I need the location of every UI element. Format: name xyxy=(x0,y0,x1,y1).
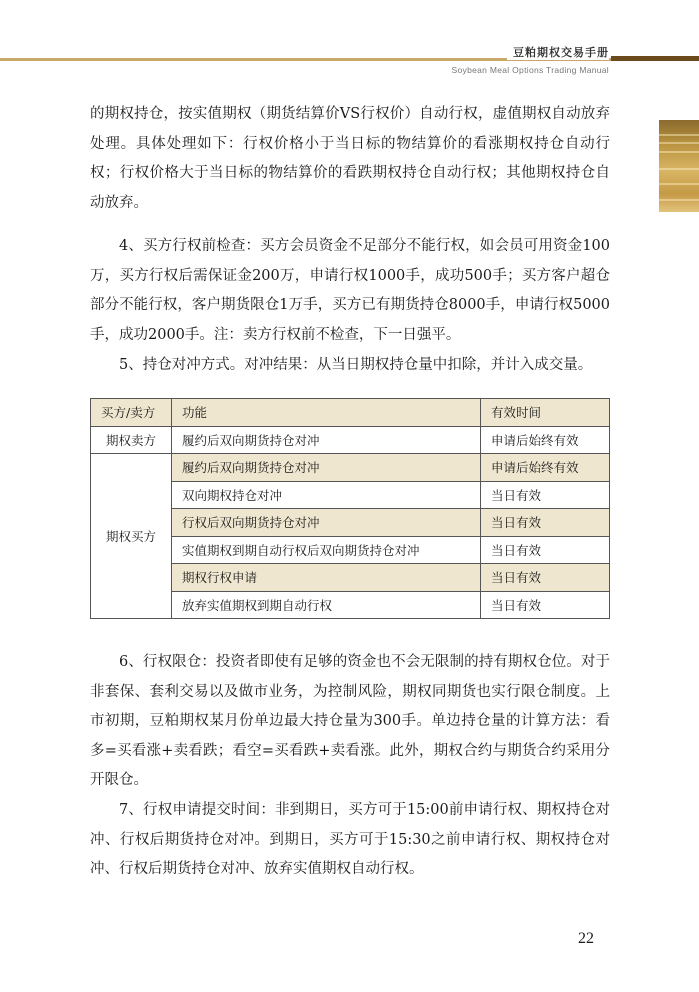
validity-cell: 申请后始终有效 xyxy=(481,426,610,454)
header-accent-bar xyxy=(611,56,699,61)
table-header-cell: 有效时间 xyxy=(481,399,610,427)
function-cell: 行权后双向期货持仓对冲 xyxy=(172,509,481,537)
function-cell: 履约后双向期货持仓对冲 xyxy=(172,426,481,454)
function-cell: 期权行权申请 xyxy=(172,564,481,592)
function-cell: 双向期权持仓对冲 xyxy=(172,481,481,509)
paragraph-5: 5、持仓对冲方式。对冲结果：从当日期权持仓量中扣除，并计入成交量。 xyxy=(119,357,593,373)
validity-cell: 当日有效 xyxy=(481,564,610,592)
page-number: 22 xyxy=(578,930,594,947)
validity-cell: 当日有效 xyxy=(481,509,610,537)
validity-cell: 当日有效 xyxy=(481,536,610,564)
paragraph-7: 7、行权申请提交时间：非到期日，买方可于15:00前申请行权、期权持仓对冲、行权后期货持仓对冲。到期日，买方可于15:30之前申请行权、期权持仓对冲、行权后期货持仓对冲、放弃实值期权自动行权。 xyxy=(90,802,610,877)
function-cell: 履约后双向期货持仓对冲 xyxy=(172,454,481,482)
role-cell: 期权卖方 xyxy=(91,426,172,454)
validity-cell: 当日有效 xyxy=(481,591,610,619)
table-row xyxy=(91,454,610,482)
table-header-cell: 功能 xyxy=(172,399,481,427)
role-cell: 期权买方 xyxy=(91,454,172,619)
paragraph-4: 4、买方行权前检查：买方会员资金不足部分不能行权，如会员可用资金100万，买方行权后需保证金200万，申请行权1000手，成功500手；买方客户超仓部分不能行权，客户期货限仓1万手，买方已有期货持仓8000手，申请行权5000手，成功2000手。注：卖方行权前不检查，下一日强平。 xyxy=(90,238,610,343)
soybean-thumbnail-image xyxy=(659,120,699,212)
validity-cell: 当日有效 xyxy=(481,481,610,509)
paragraph-1: 的期权持仓，按实值期权（期货结算价VS行权价）自动行权，虚值期权自动放弃处理。具体处理如下：行权价格小于当日标的物结算价的看涨期权持仓自动行权；行权价格大于当日标的物结算价的看跌期权持仓自动行权；其他期权持仓自动放弃。 xyxy=(90,106,610,211)
validity-cell: 申请后始终有效 xyxy=(481,454,610,482)
table-header-cell: 买方/卖方 xyxy=(91,399,172,427)
table-row xyxy=(91,426,610,454)
function-cell: 放弃实值期权到期自动行权 xyxy=(172,591,481,619)
table-header-row xyxy=(91,399,610,427)
header-subtitle: Soybean Meal Options Trading Manual xyxy=(451,65,609,75)
header-title: 豆粕期权交易手册 xyxy=(507,44,609,60)
function-cell: 实值期权到期自动行权后双向期货持仓对冲 xyxy=(172,536,481,564)
exercise-function-table xyxy=(90,398,610,619)
paragraph-6: 6、行权限仓：投资者即使有足够的资金也不会无限制的持有期权仓位。对于非套保、套利交易以及做市业务，为控制风险，期权同期货也实行限仓制度。上市初期，豆粕期权某月份单边最大持仓量为300手。单边持仓量的计算方法：看多=买看涨+卖看跌；看空=买看跌+卖看涨。此外，期权合约与期货合约采用分开限仓。 xyxy=(90,654,610,788)
